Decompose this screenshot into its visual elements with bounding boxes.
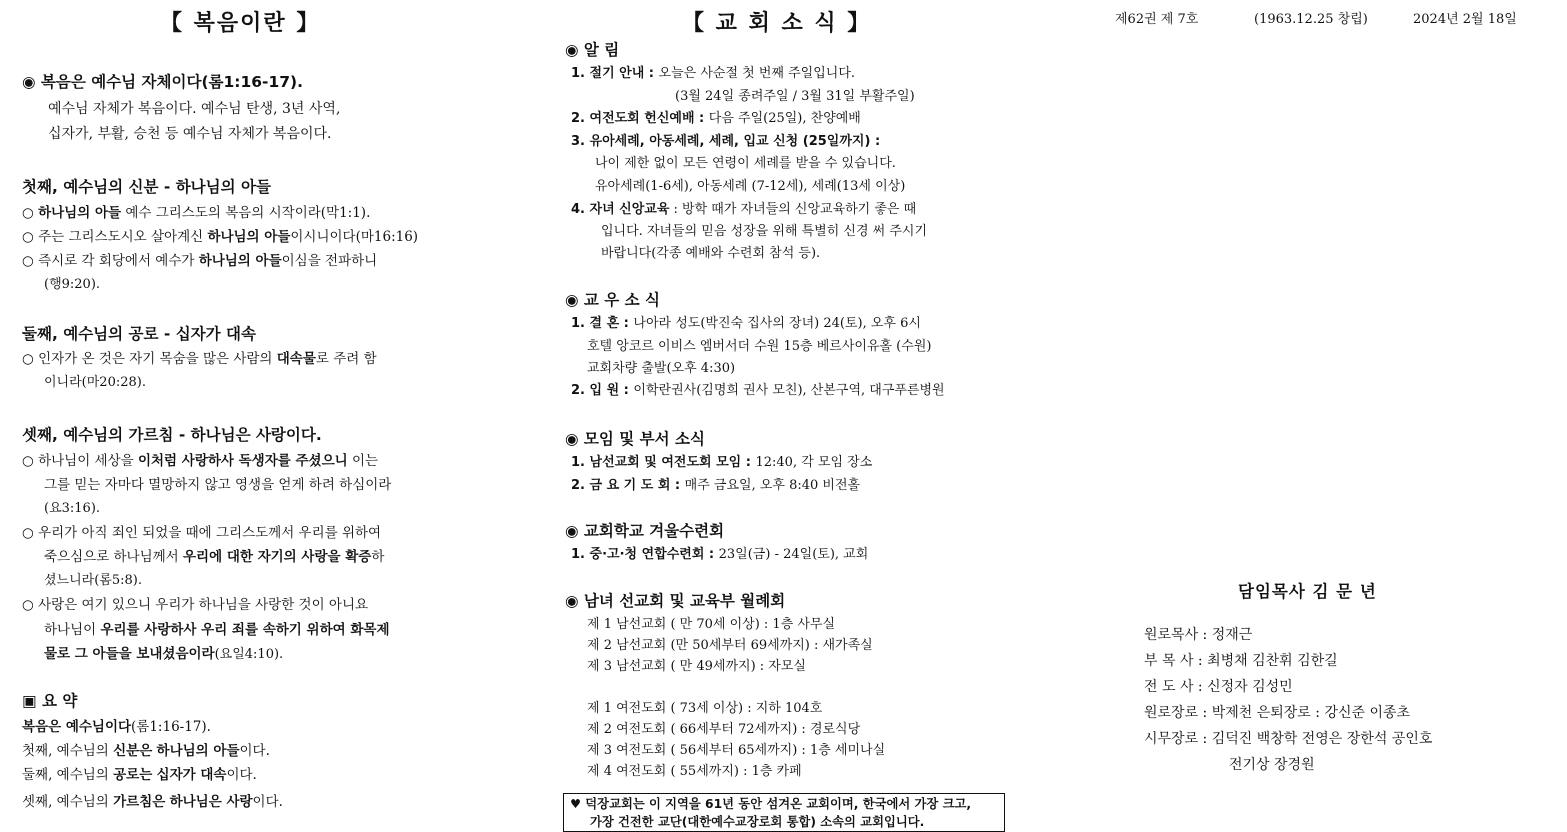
monthly-meeting-row: 제 3 남선교회 ( 만 49세까지) : 자모실 <box>587 659 806 674</box>
monthly-meeting-title: ◉ 남녀 선교회 및 교육부 월례회 <box>565 592 786 610</box>
gospel-intro-line: 십자가, 부활, 승천 등 예수님 자체가 복음이다. <box>48 126 332 142</box>
notice-item-detail: 나이 제한 없이 모든 연령이 세례를 받을 수 있습니다. <box>595 156 896 171</box>
verse-line: ○ 하나님이 세상을 이처럼 사랑하사 독생자를 주셨으니 이는 <box>22 453 379 469</box>
winter-retreat-item: 1. 중·고·청 연합수련회 : 23일(금) - 24일(토), 교회 <box>571 547 869 562</box>
winter-retreat-title: ◉ 교회학교 겨울수련회 <box>565 522 725 540</box>
member-news-item: 2. 입 원 : 이학란권사(김명희 권사 모친), 산본구역, 대구푸른병원 <box>571 383 945 398</box>
founded-date: (1963.12.25 창립) <box>1254 12 1368 27</box>
notice-item-detail: 유아세례(1-6세), 아동세례 (7-12세), 세례(13세 이상) <box>595 179 906 194</box>
staff-row: 원로장로 : 박제천 은퇴장로 : 강신준 이종초 <box>1144 705 1411 721</box>
verse-line: ○ 사랑은 여기 있으니 우리가 하나님을 사랑한 것이 아니요 <box>22 597 369 613</box>
section-1-title: 첫째, 예수님의 신분 - 하나님의 아들 <box>22 178 271 196</box>
summary-line: 둘째, 예수님의 공로는 십자가 대속이다. <box>22 767 257 783</box>
verse-reference: 이니라(마20:28). <box>44 375 146 390</box>
staff-row: 전기상 장경원 <box>1229 757 1315 773</box>
notice-item-detail: 입니다. 자녀들의 믿음 성장을 위해 특별히 신경 써 주시기 <box>601 224 928 239</box>
member-news-item: 1. 결 혼 : 나아라 성도(박진숙 집사의 장녀) 24(토), 오후 6시 <box>571 316 921 331</box>
volume-number: 제62권 제 7호 <box>1115 12 1199 27</box>
verse-line: 하나님이 우리를 사랑하사 우리 죄를 속하기 위하여 화목제 <box>44 622 390 638</box>
staff-row: 전 도 사 : 신정자 김성민 <box>1144 679 1293 695</box>
church-intro-box <box>563 793 1005 832</box>
verse-reference: 셨느니라(롬5:8). <box>44 573 142 588</box>
section-3-title: 셋째, 예수님의 가르침 - 하나님은 사랑이다. <box>22 426 322 444</box>
issue-date: 2024년 2월 18일 <box>1413 12 1517 27</box>
notice-item: 4. 자녀 신앙교육 : 방학 때가 자녀들의 신앙교육하기 좋은 때 <box>571 202 917 217</box>
gospel-intro-line: 예수님 자체가 복음이다. 예수님 탄생, 3년 사역, <box>48 101 341 117</box>
verse-reference: (행9:20). <box>44 277 101 292</box>
staff-row: 시무장로 : 김덕진 백창학 전영은 장한석 공인호 <box>1144 731 1433 747</box>
verse-line: ○ 하나님의 아들 예수 그리스도의 복음의 시작이라(막1:1). <box>22 205 371 221</box>
staff-row: 부 목 사 : 최병채 김찬휘 김한길 <box>1144 653 1338 669</box>
gospel-heading: ◉ 복음은 예수님 자체이다(롬1:16-17). <box>22 73 304 91</box>
monthly-meeting-row: 제 1 남선교회 ( 만 70세 이상) : 1층 사무실 <box>587 617 836 632</box>
church-news-title: 【 교 회 소 식 】 <box>682 10 872 36</box>
monthly-meeting-row: 제 1 여전도회 ( 73세 이상) : 지하 104호 <box>587 701 823 716</box>
verse-line: 죽으심으로 하나님께서 우리에 대한 자기의 사랑을 확증하 <box>44 549 385 565</box>
verse-line: ○ 즉시로 각 회당에서 예수가 하나님의 아들이심을 전파하니 <box>22 253 378 269</box>
notice-item-detail: (3월 24일 종려주일 / 3월 31일 부활주일) <box>675 89 915 104</box>
notice-item: 1. 절기 안내 : 오늘은 사순절 첫 번째 주일입니다. <box>571 66 856 81</box>
summary-line: 복음은 예수님이다(롬1:16-17). <box>22 719 211 735</box>
section-2-title: 둘째, 예수님의 공로 - 십자가 대속 <box>22 325 256 343</box>
verse-line: ○ 인자가 온 것은 자기 목숨을 많은 사람의 대속물로 주려 함 <box>22 351 377 367</box>
verse-reference: (요3:16). <box>44 501 101 516</box>
summary-line: 첫째, 예수님의 신분은 하나님의 아들이다. <box>22 743 270 759</box>
church-intro-line: ♥ 덕장교회는 이 지역을 61년 동안 섬겨온 교회이며, 한국에서 가장 크고, <box>570 797 972 811</box>
gospel-section-title: 【 복음이란 】 <box>160 10 321 36</box>
member-news-title: ◉ 교 우 소 식 <box>565 291 661 309</box>
meeting-item: 2. 금 요 기 도 회 : 매주 금요일, 오후 8:40 비전홀 <box>571 478 861 493</box>
monthly-meeting-row: 제 2 여전도회 ( 66세부터 72세까지) : 경로식당 <box>587 722 861 737</box>
notice-item: 3. 유아세례, 아동세례, 세례, 입교 신청 (25일까지) : <box>571 134 881 149</box>
summary-title: ▣ 요 약 <box>22 692 78 710</box>
senior-pastor: 담임목사 김 문 년 <box>1238 582 1377 601</box>
monthly-meeting-row: 제 3 여전도회 ( 56세부터 65세까지) : 1층 세미나실 <box>587 743 886 758</box>
member-news-detail: 호텔 앙코르 이비스 엠버서더 수원 15층 베르사이유홀 (수원) <box>587 339 932 354</box>
staff-row: 원로목사 : 정재근 <box>1144 627 1253 643</box>
member-news-detail: 교회차량 출발(오후 4:30) <box>587 361 736 376</box>
notice-item-detail: 바랍니다(각종 예배와 수련회 참석 등). <box>601 246 821 261</box>
monthly-meeting-row: 제 4 여전도회 ( 55세까지) : 1층 카페 <box>587 764 802 779</box>
verse-line: ○ 주는 그리스도시오 살아계신 하나님의 아들이시니이다(마16:16) <box>22 229 419 245</box>
notice-title: ◉ 알 림 <box>565 41 620 59</box>
meeting-item: 1. 남선교회 및 여전도회 모임 : 12:40, 각 모임 장소 <box>571 455 873 470</box>
summary-line: 셋째, 예수님의 가르침은 하나님은 사랑이다. <box>22 794 283 810</box>
meeting-news-title: ◉ 모임 및 부서 소식 <box>565 430 705 448</box>
verse-line: 물로 그 아들을 보내셨음이라(요일4:10). <box>44 646 284 662</box>
church-intro-line: 가장 건전한 교단(대한예수교장로회 통합) 소속의 교회입니다. <box>590 815 925 829</box>
verse-line: ○ 우리가 아직 죄인 되었을 때에 그리스도께서 우리를 위하여 <box>22 525 382 541</box>
notice-item: 2. 여전도회 헌신예배 : 다음 주일(25일), 찬양예배 <box>571 111 861 126</box>
verse-line: 그를 믿는 자마다 멸망하지 않고 영생을 얻게 하려 하심이라 <box>44 477 392 493</box>
monthly-meeting-row: 제 2 남선교회 (만 50세부터 69세까지) : 새가족실 <box>587 638 873 653</box>
